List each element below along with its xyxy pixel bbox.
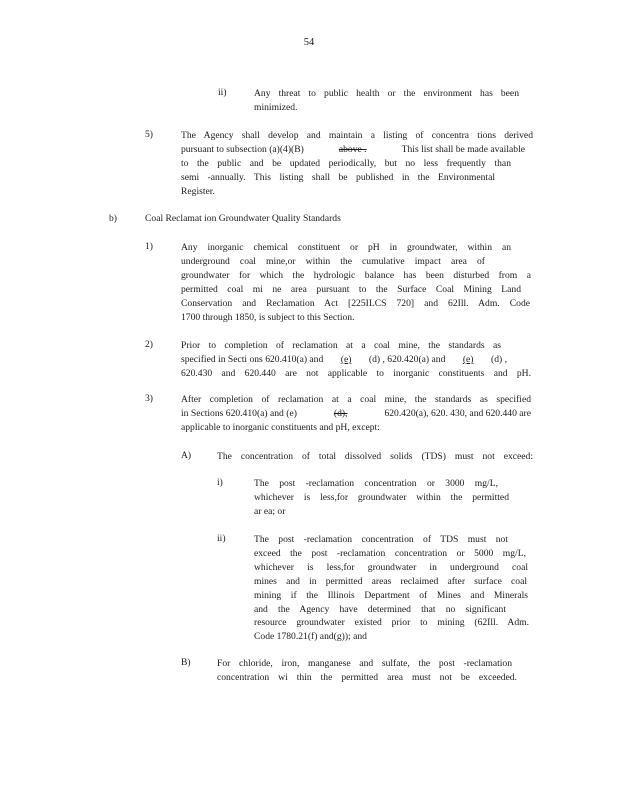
item-2-text bbox=[181, 339, 531, 381]
page-number: 54 bbox=[303, 37, 315, 48]
text-line: The Agency shall develop and maintain a listing of concentra tions derived bbox=[181, 130, 533, 141]
item-label-Aii: ii) bbox=[217, 533, 226, 544]
text-line: whichever is less,for groundwater within the permitted bbox=[254, 491, 509, 503]
item-Ai-text bbox=[254, 477, 519, 519]
text-line: After completion of reclamation at a coal mine, the standards as specified bbox=[181, 394, 531, 405]
item-A-text bbox=[217, 450, 533, 464]
text-line: 1700 through 1850, is subject to this Section. bbox=[181, 311, 355, 323]
text-line: exceed the post -reclamation concentration or 5000 mg/L, bbox=[254, 547, 526, 559]
text-fragment: (d) , 620.420(a) and bbox=[368, 353, 446, 365]
text-line: The post -reclamation concentration of TDS must not bbox=[254, 534, 508, 545]
text-line: minimized. bbox=[254, 101, 298, 113]
underlined-text: (e) bbox=[462, 353, 474, 365]
text-line: whichever is less,for groundwater in underground coal bbox=[254, 561, 528, 573]
text-line: mines and in permitted areas reclaimed after surface coal bbox=[254, 575, 527, 587]
section-heading: Coal Reclamat ion Groundwater Quality Standards bbox=[145, 213, 341, 224]
underlined-text: (e) bbox=[340, 353, 352, 365]
text-line: underground coal mine,or within the cumulative impact area of bbox=[181, 255, 485, 267]
text-line bbox=[181, 353, 507, 367]
item-ii-text bbox=[254, 87, 519, 115]
text-fragment: (d) , bbox=[491, 353, 507, 365]
text-line: to the public and be updated periodically, but no less frequently than bbox=[181, 157, 511, 169]
text-fragment: in Sections 620.410(a) and (e) bbox=[181, 407, 297, 419]
text-line: applicable to inorganic constituents and pH, except: bbox=[181, 421, 380, 433]
text-line: and the Agency have determined that no significant bbox=[254, 603, 506, 615]
text-line: Register. bbox=[181, 185, 215, 197]
text-line: 620.430 and 620.440 are not applicable to inorganic constituents and pH. bbox=[181, 367, 531, 379]
text-line: permitted coal mi ne area pursuant to the Surface Coal Mining Land bbox=[181, 283, 521, 295]
text-line: mining if the Illinois Department of Mines and Minerals bbox=[254, 589, 528, 601]
text-line bbox=[181, 143, 525, 157]
text-line bbox=[181, 407, 531, 421]
item-5-text bbox=[181, 129, 533, 199]
text-fragment: specified in Secti ons 620.410(a) and bbox=[181, 353, 324, 365]
item-label-A: A) bbox=[181, 450, 192, 461]
section-label-b: b) bbox=[109, 213, 117, 224]
text-fragment: This list shall be made available bbox=[401, 143, 525, 155]
struck-text: (d), bbox=[333, 407, 348, 419]
text-line: Prior to completion of reclamation at a coal mine, the standards as bbox=[181, 340, 501, 351]
text-line: resource groundwater existed prior to mining (62Ill. Adm. bbox=[254, 617, 529, 629]
item-label-2: 2) bbox=[145, 339, 153, 350]
text-line: The post -reclamation concentration or 3000 mg/L, bbox=[254, 478, 498, 489]
item-label-1: 1) bbox=[145, 241, 153, 252]
text-line: Code 1780.21(f) and(g)); and bbox=[254, 631, 367, 643]
text-line: The concentration of total dissolved solids (TDS) must not exceed: bbox=[217, 451, 533, 462]
text-fragment: 620.420(a), 620. 430, and 620.440 are bbox=[384, 407, 531, 419]
text-fragment: pursuant to subsection (a)(4)(B) bbox=[181, 143, 304, 155]
item-label-3: 3) bbox=[145, 393, 153, 404]
item-label-5: 5) bbox=[145, 129, 153, 140]
text-line: For chloride, iron, manganese and sulfate, the post -reclamation bbox=[217, 658, 512, 669]
text-line: semi -annually. This listing shall be published in the Environmental bbox=[181, 171, 495, 183]
item-1-text bbox=[181, 241, 531, 324]
item-3-text bbox=[181, 393, 531, 435]
text-line: Conservation and Reclamation Act [225ILCS 720] and 62Ill. Adm. Code bbox=[181, 297, 530, 309]
item-Aii-text bbox=[254, 533, 529, 644]
item-label-Ai: i) bbox=[217, 477, 223, 488]
item-B-text bbox=[217, 657, 517, 685]
text-line: Any threat to public health or the environment has been bbox=[254, 88, 519, 99]
text-line: ar ea; or bbox=[254, 505, 286, 517]
item-label-B: B) bbox=[181, 657, 191, 668]
item-label-ii: ii) bbox=[218, 87, 227, 98]
text-line: groundwater for which the hydrologic balance has been disturbed from a bbox=[181, 269, 531, 281]
text-line: concentration wi thin the permitted area must not be exceeded. bbox=[217, 671, 517, 683]
text-line: Any inorganic chemical constituent or pH in groundwater, within an bbox=[181, 242, 511, 253]
struck-text: above . bbox=[338, 143, 367, 155]
